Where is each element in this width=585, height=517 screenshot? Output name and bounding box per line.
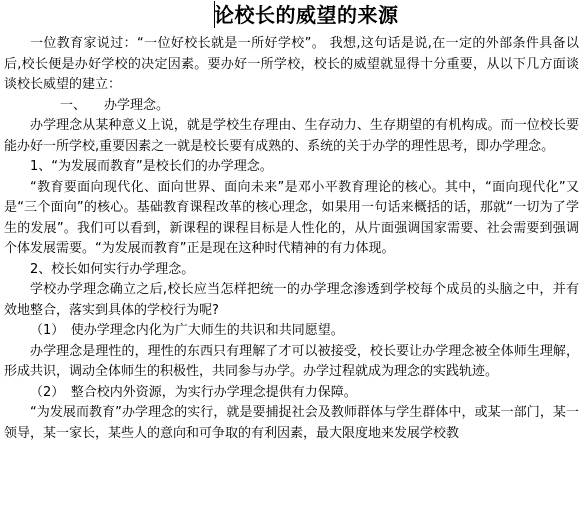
- paragraph: “为发展而教育”办学理念的实行，就是要捕捉社会及教师群体与学生群体中，或某一部门，某一领导，某一家长，某些人的意向和可争取的有利因素，最大限度地来发展学校教: [4, 405, 579, 441]
- paragraph: 学校办学理念确立之后,校长应当怎样把统一的办学理念渗透到学校每个成员的头脑之中，并有效地整合，落实到具体的学校行为呢?: [4, 282, 579, 318]
- document-body: [4, 34, 579, 444]
- section-heading-text: 办学理念。: [104, 97, 170, 113]
- section-heading: [4, 96, 579, 117]
- subheading: 2、校长如何实行办学理念。: [30, 261, 195, 277]
- subheading: 1、“为发展而教育”是校长们的办学理念。: [30, 159, 273, 174]
- paragraph: 办学理念从某种意义上说，就是学校生存理由、生存动力、生存期望的有机构成。而一位校长要能办好一所学校,重要因素之一就是校长要有成熟的、系统的关于办学的理性思考，即办学理念。: [4, 118, 579, 154]
- title-area: [0, 0, 585, 30]
- list-item: （1） 使办学理念内化为广大师生的共识和共同愿望。: [30, 323, 344, 338]
- section-number: 一、: [60, 97, 87, 113]
- paragraph: 办学理念是理性的，理性的东西只有理解了才可以被接受，校长要让办学理念被全体师生理解，形成共识，调动全体师生的积极性，共同参与办学。办学过程就成为理念的实践轨迹。: [4, 343, 579, 379]
- document-title: 论校长的威望的来源: [214, 3, 399, 27]
- list-item: （2） 整合校内外资源，为实行办学理念提供有力保障。: [30, 384, 357, 400]
- paragraph-intro: 一位教育家说过：“一位好校长就是一所好学校”。 我想,这句话是说,在一定的外部条件具备以后,校长便是办好学校的决定因素。要办好一所学校，校长的威望就显得十分重要，从以下几方面谈谈校长威望的建立：: [4, 36, 579, 92]
- paragraph: “教育要面向现代化、面向世界、面向未来”是邓小平教育理论的核心。其中，“面向现代化”又是“三个面向”的核心。基础教育课程改革的核心理念，如果用一句话来概括的话，那就“一切为了学生的发展”。我们可以看到，新课程的课程目标是人性化的，从片面强调国家需要、社会需要到强调个体发展需要。“为发展而教育”正是现在这种时代精神的有力体现。: [4, 179, 579, 256]
